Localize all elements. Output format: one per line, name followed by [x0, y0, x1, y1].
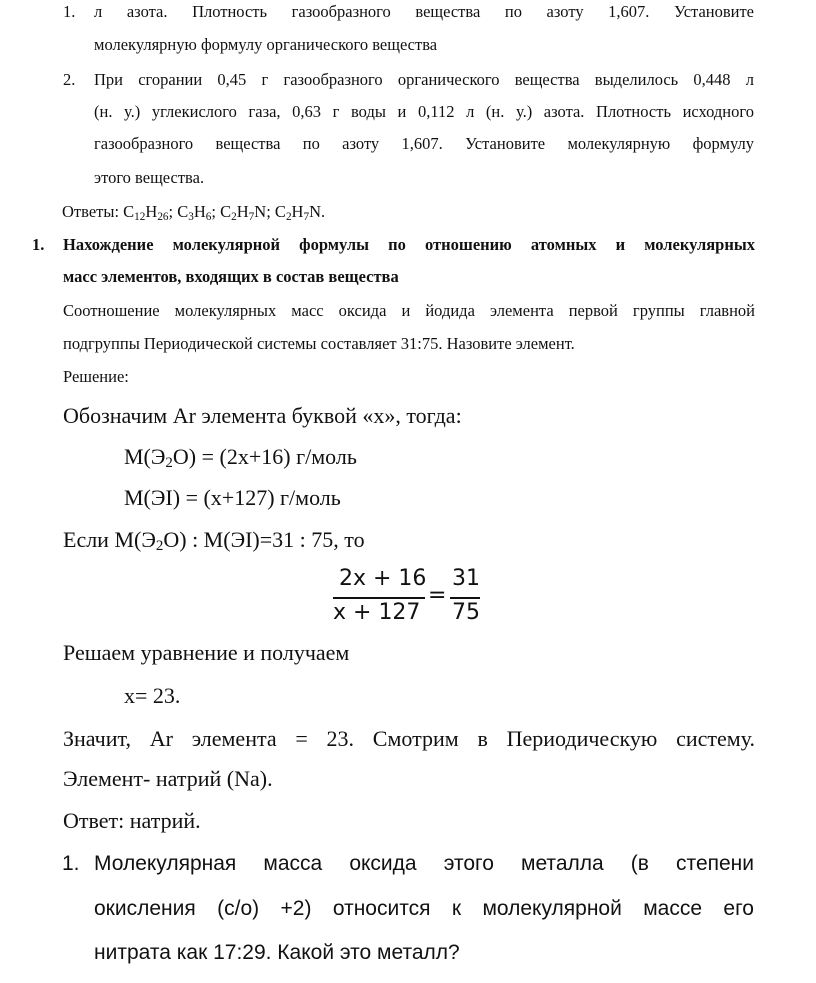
solution-intro: Обозначим Ar элемента буквой «х», тогда: — [63, 403, 462, 428]
task-2-line-3: газообразного вещества по азоту 1,607. Установите молекулярную формулу — [94, 134, 754, 153]
task-2-line-2: (н. у.) углекислого газа, 0,63 г воды и 0,112 л (н. у.) азота. Плотность исходного — [94, 102, 754, 121]
task-1-line-2: молекулярную формулу органического вещества — [94, 35, 438, 54]
problem-line-1: Соотношение молекулярных масс оксида и йодида элемента первой группы главной — [63, 301, 755, 320]
equation-iodide-mass: М(ЭI) = (х+127) г/моль — [124, 485, 341, 510]
conclusion-line-2: Элемент- натрий (Na). — [63, 766, 273, 791]
answers-line: Ответы: $C_{12}H_{26}$; $C_3H_6$; $C_2H_7N$; $C_2H_7N$. — [62, 202, 326, 223]
answer-text: Ответ: натрий. — [63, 808, 201, 833]
formula-c3h6: $C_3H_6$ — [177, 202, 212, 223]
task-2-line-1: При сгорании 0,45 г газообразного органического вещества выделилось 0,448 л — [94, 70, 754, 89]
solution-label: Решение: — [63, 367, 129, 386]
formula-c2h7n-2: $C_2H_7N$. — [274, 202, 326, 223]
right-denominator: 75 — [452, 600, 480, 625]
answers-label: Ответы: — [62, 202, 124, 221]
next-task-line-1: Молекулярная масса оксида этого металла (в степени — [94, 852, 754, 875]
fraction-equation — [330, 566, 490, 628]
next-task-line-3: нитрата как 17:29. Какой это металл? — [94, 941, 460, 964]
task-1-line-1: л азота. Плотность газообразного вещества по азоту 1,607. Установите — [94, 2, 754, 21]
section-title-line-2: масс элементов, входящих в состав вещества — [63, 267, 399, 286]
task-2-number: 2. — [63, 70, 76, 89]
left-denominator: x + 127 — [333, 600, 421, 625]
left-fraction-bar — [333, 597, 425, 599]
equation-oxide-mass: $М(Э_2О) = (2х+16)$ г/моль — [124, 444, 357, 471]
conclusion-line-1: Значит, Ar элемента = 23. Смотрим в Периодическую систему. — [63, 726, 755, 751]
formula-c2h7n-1: $C_2H_7N$ — [220, 202, 267, 223]
equals-sign: = — [428, 583, 447, 608]
next-task-line-2: окисления (с/о) +2) относится к молекулярной массе его — [94, 897, 754, 920]
ratio-condition: Если $М(Э_2О)$ : М(ЭI)=31 : 75, то — [63, 527, 365, 554]
section-number: 1. — [32, 235, 45, 254]
task-1-number: 1. — [63, 2, 76, 21]
right-numerator: 31 — [452, 566, 480, 591]
right-fraction-bar — [450, 597, 480, 599]
next-task-number: 1. — [62, 852, 80, 875]
task-2-line-4: этого вещества. — [94, 168, 205, 187]
formula-c12h26: $C_{12}H_{26}$ — [123, 202, 169, 223]
result-value: х= 23. — [124, 683, 181, 708]
solve-text: Решаем уравнение и получаем — [63, 640, 350, 665]
left-numerator: 2x + 16 — [339, 566, 427, 591]
section-title-line-1: Нахождение молекулярной формулы по отношению атомных и молекулярных — [63, 235, 755, 254]
problem-line-2: подгруппы Периодической системы составляет 31:75. Назовите элемент. — [63, 334, 575, 353]
